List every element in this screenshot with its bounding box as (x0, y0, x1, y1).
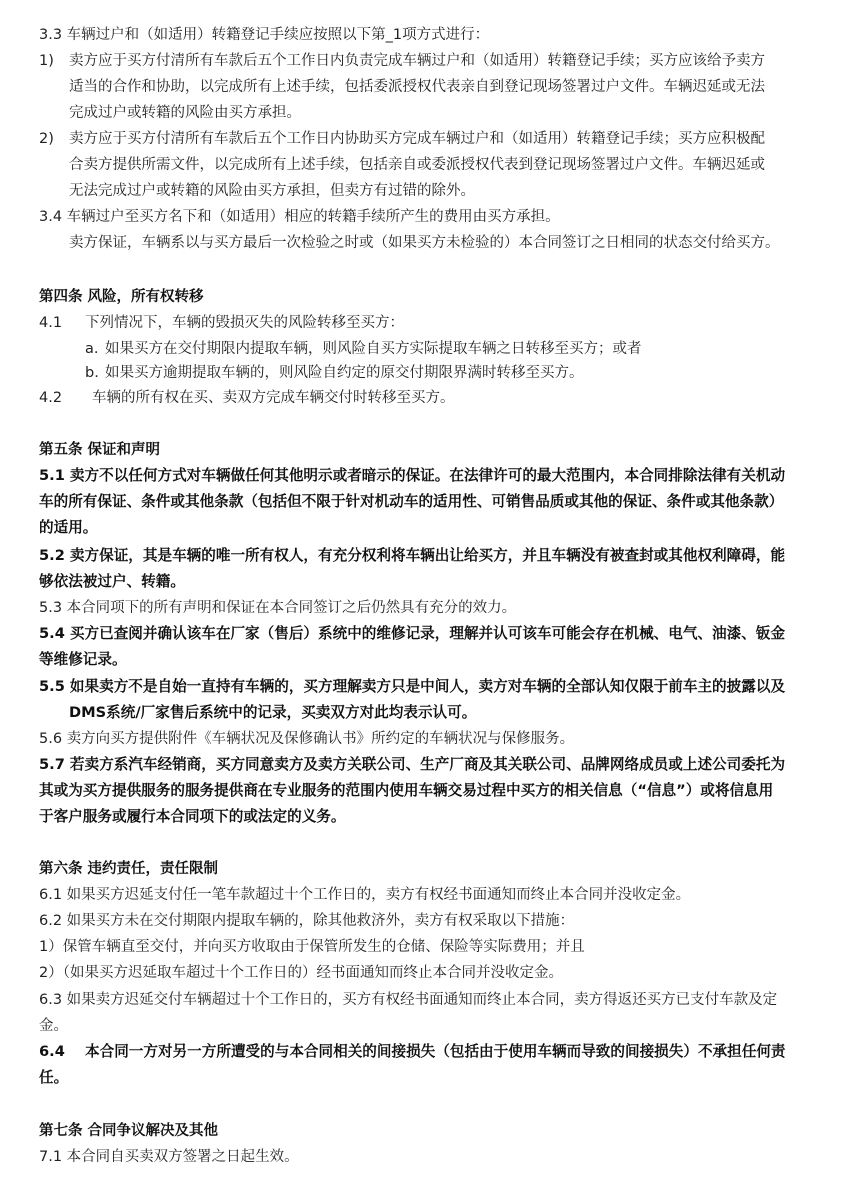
text-line: 卖方应于买方付清所有车款后五个工作日内负责完成车辆过户和（如适用）转籍登记手续；买方应该给予卖方 (69, 53, 765, 69)
clause-6-2: 6.2 如果买方未在交付期限内提取车辆的，除其他救济外，卖方有权采取以下措施： (39, 913, 575, 929)
text-line: 如果买方在交付期限内提取车辆，则风险自买方实际提取车辆之日转移至买方；或者 (105, 341, 642, 357)
clause-5-6: 5.6 卖方向买方提供附件《车辆状况及保修确认书》所约定的车辆状况与保修服务。 (39, 731, 575, 747)
clause-5-3: 5.3 本合同项下的所有声明和保证在本合同签订之后仍然具有充分的效力。 (39, 600, 517, 616)
text-line: DMS系统/厂家售后系统中的记录，买卖双方对此均表示认可。 (69, 704, 477, 721)
item-number: a. (85, 341, 99, 357)
text-line: 等维修记录。 (39, 651, 127, 668)
text-line: 车的所有保证、条件或其他条款（包括但不限于针对机动车的适用性、可销售品质或其他的保证、条件或其他条款） (39, 493, 784, 510)
item-number: 6.4 (39, 1043, 65, 1060)
text-line: 1）保管车辆直至交付，并向买方收取由于保管所发生的仓储、保险等实际费用；并且 (39, 939, 585, 955)
section-heading-6: 第六条 违约责任，责任限制 (39, 861, 219, 877)
text-line: 如果买方逾期提取车辆的，则风险自约定的原交付期限界满时转移至买方。 (105, 365, 584, 381)
text-line: 卖方保证，车辆系以与买方最后一次检验之时或（如果买方未检验的）本合同签订之日相同的状态交付给买方。 (69, 235, 780, 251)
section-heading-7: 第七条 合同争议解决及其他 (39, 1123, 219, 1139)
item-number: 4.1 (39, 315, 63, 331)
text-line: 无法完成过户或转籍的风险由买方承担，但卖方有过错的除外。 (69, 183, 475, 199)
clause-6-4: 本合同一方对另一方所遭受的与本合同相关的间接损失（包括由于使用车辆而导致的间接损失）不承担任何责 (85, 1043, 786, 1060)
item-number: b. (85, 365, 99, 381)
item-number: 4.2 (39, 390, 63, 406)
text-line: 卖方应于买方付清所有车款后五个工作日内协助买方完成车辆过户和（如适用）转籍登记手续；买方应积极配 (69, 131, 765, 147)
clause-3-4: 3.4 车辆过户至买方名下和（如适用）相应的转籍手续所产生的费用由买方承担。 (39, 209, 560, 225)
text-line: 2）（如果买方迟延取车超过十个工作日的）经书面通知而终止本合同并没收定金。 (39, 965, 563, 981)
clause-5-2: 5.2 卖方保证，其是车辆的唯一所有权人，有充分权利将车辆出让给买方，并且车辆没有被查封或其他权利障碍，能 (39, 547, 786, 564)
text-line: 的适用。 (39, 519, 98, 536)
text-line: 完成过户或转籍的风险由买方承担。 (69, 105, 301, 121)
text-line: 金。 (39, 1018, 68, 1034)
text-line: 车辆的所有权在买、卖双方完成车辆交付时转移至买方。 (92, 390, 455, 406)
clause-5-5: 5.5 如果卖方不是自始一直持有车辆的，买方理解卖方只是中间人，卖方对车辆的全部认知仅限于前车主的披露以及 (39, 678, 786, 695)
text-line: 任。 (39, 1069, 69, 1086)
clause-6-1: 6.1 如果买方迟延支付任一笔车款超过十个工作日的，卖方有权经书面通知而终止本合同并没收定金。 (39, 887, 691, 903)
text-line: 下列情况下，车辆的毁损灭失的风险转移至买方： (85, 315, 404, 331)
item-number: 2) (39, 131, 54, 147)
clause-5-7: 5.7 若卖方系汽车经销商，买方同意卖方及卖方关联公司、生产厂商及其关联公司、品牌网络成员或上述公司委托为 (39, 756, 786, 773)
clause-7-1: 7.1 本合同自买卖双方签署之日起生效。 (39, 1149, 299, 1165)
section-heading-4: 第四条 风险，所有权转移 (39, 289, 204, 305)
text-line: 其或为买方提供服务的服务提供商在专业服务的范围内使用车辆交易过程中买方的相关信息（“信息”）或将信息用 (39, 782, 774, 799)
text-line: 于客户服务或履行本合同项下的或法定的义务。 (39, 808, 346, 825)
text-line: 够依法被过户、转籍。 (39, 573, 185, 590)
clause-3-3: 3.3 车辆过户和（如适用）转籍登记手续应按照以下第_1项方式进行： (39, 27, 490, 43)
section-heading-5: 第五条 保证和声明 (39, 442, 161, 458)
text-line: 合卖方提供所需文件，以完成所有上述手续，包括亲自或委派授权代表到登记现场签署过户文件。车辆迟延或 (69, 157, 765, 173)
clause-5-1: 5.1 卖方不以任何方式对车辆做任何其他明示或者暗示的保证。在法律许可的最大范围内，本合同排除法律有关机动 (39, 467, 786, 484)
item-number: 1) (39, 53, 54, 69)
clause-6-3: 6.3 如果卖方迟延交付车辆超过十个工作日的，买方有权经书面通知而终止本合同，卖方得返还买方已支付车款及定 (39, 992, 778, 1008)
clause-5-4: 5.4 买方已查阅并确认该车在厂家（售后）系统中的维修记录，理解并认可该车可能会存在机械、电气、油漆、钣金 (39, 625, 786, 642)
text-line: 适当的合作和协助，以完成所有上述手续，包括委派授权代表亲自到登记现场签署过户文件。车辆迟延或无法 (69, 79, 765, 95)
